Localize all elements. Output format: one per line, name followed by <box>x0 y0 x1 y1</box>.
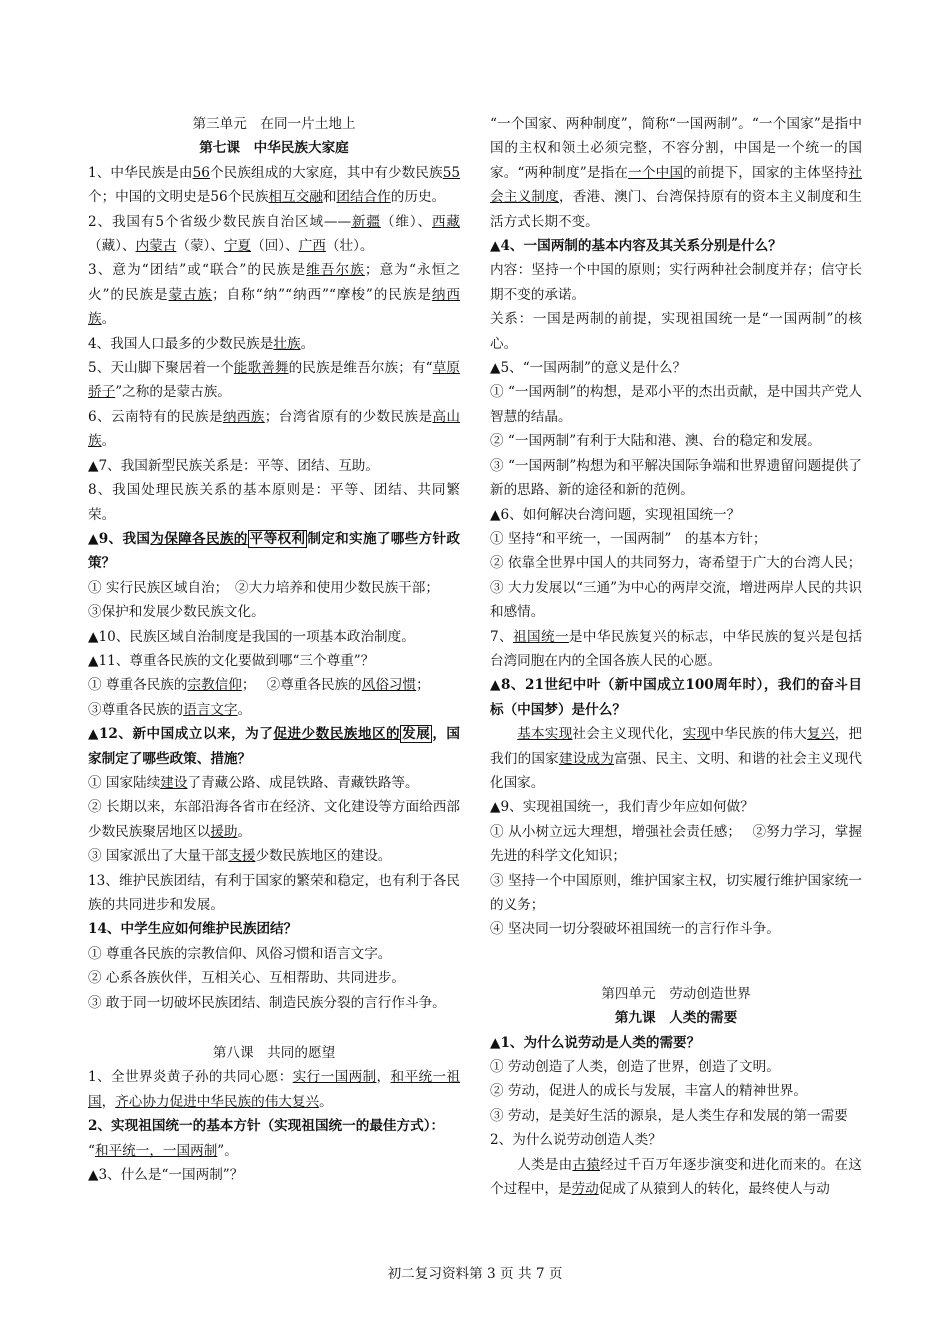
question-l8-3: ▲3、什么是“一国两制”？ <box>88 1167 244 1184</box>
right-column <box>490 112 862 1201</box>
item-l2: 2、我国有5个省级少数民族自治区域——新疆（维）、西藏（藏）、内蒙古（蒙）、宁夏（回）、广西（壮）。 <box>88 213 461 255</box>
answer-l11-1: ① 尊重各民族的宗教信仰； ②尊重各民族的风俗习惯； <box>88 677 430 694</box>
answer-r4-1: 内容：坚持一个中国的原则；实行两种社会制度并存；信守长期不变的承诺。 <box>490 262 862 303</box>
answer-r6-1: ① 坚持“和平统一，一国两制” 的基本方针； <box>490 530 767 547</box>
question-r4: ▲4、一国两制的基本内容及其关系分别是什么？ <box>490 238 782 255</box>
answer-r8: 基本实现社会主义现代化，实现中华民族的伟大复兴，把我们的国家建设成为富强、民主、文明、和谐的社会主义现代化国家。 <box>490 726 863 791</box>
answer-r9-3: ④ 坚决同一切分裂破坏祖国统一的言行作斗争。 <box>490 921 780 938</box>
item-l3: 3、意为“团结”或“联合”的民族是维吾尔族；意为“永恒之火”的民族是蒙古族；自称“纳”“纳西”“摩梭”的民族是纳西族。 <box>88 262 461 328</box>
answer-l11-2: ③尊重各民族的语言文字。 <box>88 701 252 718</box>
answer-l8-2: “和平统一，一国两制”。 <box>88 1142 238 1159</box>
answer-l12-3: ③ 国家派出了大量干部支援少数民族地区的建设。 <box>88 848 392 865</box>
item-r-definition: “一个国家、两种制度”，简称“一国两制”。“一个国家”是指中国的主权和领土必须完整，不容分割，中国是一个统一的国家。“两种制度”是指在一个中国的前提下，国家的主体坚持社会主义制度，香港、澳门、台湾保持原有的资本主义制度和生活方式长期不变。 <box>490 116 863 230</box>
item-l8-1: 1、全世界炎黄子孙的共同心愿：实行一国两制，和平统一祖国，齐心协力促进中华民族的伟大复兴。 <box>88 1069 461 1110</box>
question-r5: ▲5、“一国两制”的意义是什么？ <box>490 360 687 377</box>
item-l8: 8、我国处理民族关系的基本原则是：平等、团结、共同繁荣。 <box>88 482 460 523</box>
answer-l14-2: ② 心系各族伙伴，互相关心、互相帮助、共同进步。 <box>88 970 405 987</box>
answer-l14-1: ① 尊重各民族的宗教信仰、风俗习惯和语言文字。 <box>88 945 392 962</box>
answer-l9-2: ③保护和发展少数民族文化。 <box>88 604 265 621</box>
answer-l9-1-2: ② 劳动，促进人的成长与发展，丰富人的精神世界。 <box>490 1083 807 1100</box>
question-r6: ▲6、如何解决台湾问题，实现祖国统一？ <box>490 506 741 523</box>
item-l5: 5、天山脚下聚居着一个能歌善舞的民族是维吾尔族；有“草原骄子”之称的是蒙古族。 <box>88 360 460 401</box>
answer-r5-1: ① “一国两制”的构想，是邓小平的杰出贡献，是中国共产党人智慧的结晶。 <box>490 384 862 425</box>
left-column <box>88 112 460 1187</box>
question-l9: ▲9、我国为保障各民族的 平等权利 制定和实施了哪些方针政策？ <box>88 530 461 572</box>
answer-l12-2: ② 长期以来，东部沿海各省市在经济、文化建设等方面给西部少数民族聚居地区以援助。 <box>88 799 460 840</box>
item-l10: ▲10、民族区域自治制度是我国的一项基本政治制度。 <box>88 628 415 645</box>
item-l6: 6、云南特有的民族是纳西族；台湾省原有的少数民族是高山族。 <box>88 408 461 450</box>
question-r8: ▲8、21世纪中叶（新中国成立100周年时），我们的奋斗目标（中国梦）是什么？ <box>490 677 862 718</box>
answer-l9-1-1: ① 劳动创造了人类，创造了世界，创造了文明。 <box>490 1059 780 1076</box>
answer-l9-2: 人类是由古猿经过千百万年逐步演变和进化而来的。在这个过程中，是劳动促成了从猿到人的转化，最终使人与动 <box>490 1156 863 1198</box>
unit3-title: 第三单元 在同一片土地上 <box>192 116 356 132</box>
answer-r9-1: ① 从小树立远大理想，增强社会责任感； ②努力学习，掌握先进的科学文化知识； <box>490 823 862 865</box>
question-r9: ▲9、实现祖国统一，我们青少年应如何做？ <box>490 799 754 816</box>
answer-r4-2: 关系：一国是两制的前提，实现祖国统一是“一国两制”的核心。 <box>490 311 862 352</box>
answer-l9-1-3: ③ 劳动，是美好生活的源泉，是人类生存和发展的第一需要 <box>490 1107 848 1124</box>
question-l14: 14、中学生应如何维护民族团结？ <box>88 921 298 938</box>
item-r7: 7、祖国统一是中华民族复兴的标志，中华民族的复兴是包括台湾同胞在内的全国各族人民的心愿。 <box>490 628 863 669</box>
item-l7: ▲7、我国新型民族关系是：平等、团结、互助。 <box>88 457 379 474</box>
question-l8-2: 2、实现祖国统一的基本方针（实现祖国统一的最佳方式）： <box>88 1118 445 1135</box>
question-l11: ▲11、尊重各民族的文化要做到哪“三个尊重”？ <box>88 652 375 669</box>
question-l9-1: ▲1、为什么说劳动是人类的需要？ <box>490 1034 701 1051</box>
answer-l9-1: ① 实行民族区域自治； ②大力培养和使用少数民族干部； <box>88 579 439 596</box>
answer-r5-2: ② “一国两制”有利于大陆和港、澳、台的稳定和发展。 <box>490 433 821 450</box>
question-l9-2: 2、为什么说劳动创造人类？ <box>490 1132 662 1149</box>
question-l12: ▲12、新中国成立以来，为了促进少数民族地区的 发展 ，国家制定了哪些政策、措施？ <box>88 726 461 767</box>
answer-r5-3: ③ “一国两制”构想为和平解决国际争端和世界遗留问题提供了新的思路、新的途径和新的范例。 <box>490 457 862 499</box>
lesson9-title: 第九课 人类的需要 <box>614 1010 738 1027</box>
answer-r9-2: ③ 坚持一个中国原则，维护国家主权，切实履行维护国家统一的义务； <box>490 872 862 913</box>
answer-r6-2: ② 依靠全世界中国人的共同努力，寄希望于广大的台湾人民； <box>490 555 862 572</box>
lesson7-title: 第七课 中华民族大家庭 <box>199 140 349 157</box>
answer-l14-3: ③ 敢于同一切破坏民族团结、制造民族分裂的言行作斗争。 <box>88 994 446 1011</box>
page-footer: 初二复习资料第 3 页 共 7 页 <box>387 1266 563 1282</box>
lesson8-title: 第八课 共同的愿望 <box>212 1045 336 1062</box>
item-l1: 1、中华民族是由56个民族组成的大家庭，其中有少数民族55个；中国的文明史是56个民族相互交融和团结合作的历史。 <box>88 164 461 206</box>
unit4-title: 第四单元 劳动创造世界 <box>601 985 751 1002</box>
answer-r6-3: ③ 大力发展以“三通”为中心的两岸交流，增进两岸人民的共识和感情。 <box>490 579 862 621</box>
answer-l12-1: ① 国家陆续建设了青藏公路、成昆铁路、青藏铁路等。 <box>88 774 419 791</box>
item-l4: 4、我国人口最多的少数民族是壮族。 <box>88 335 315 352</box>
item-l13: 13、维护民族团结，有利于国家的繁荣和稳定，也有利于各民族的共同进步和发展。 <box>88 872 460 913</box>
